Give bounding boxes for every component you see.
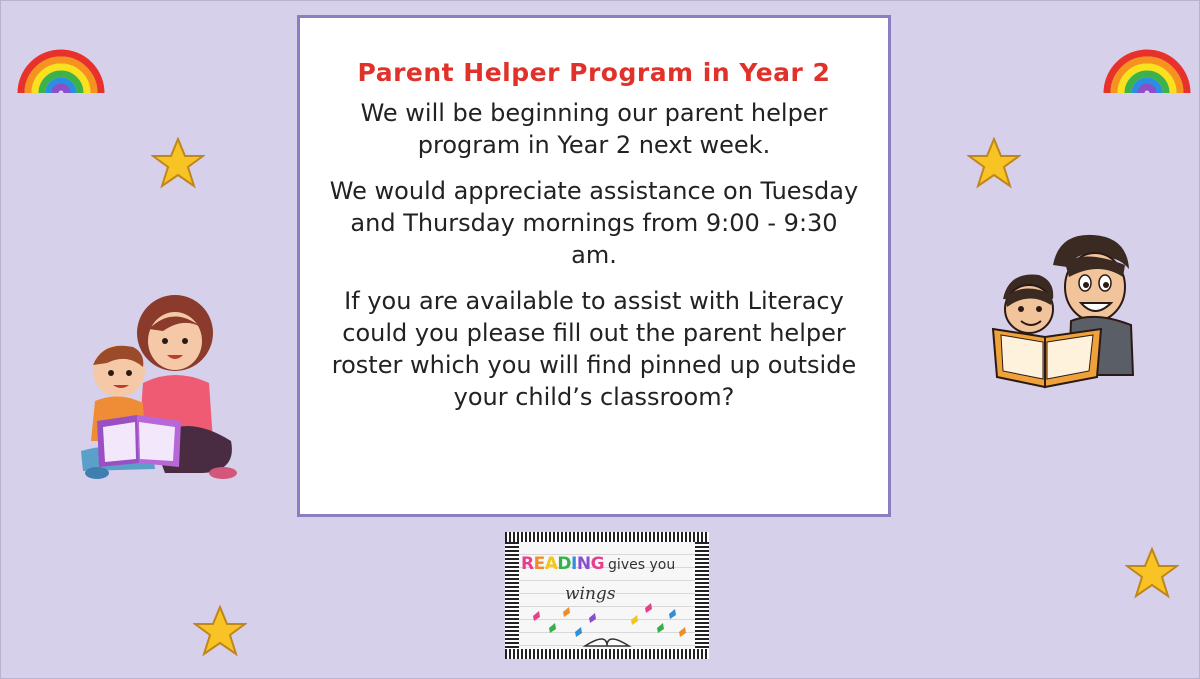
gives-you-text: gives you [608, 557, 676, 573]
mother-child-reading-icon [73, 291, 239, 487]
border-stripe [505, 649, 709, 659]
star-icon [967, 137, 1021, 189]
reading-letter: R [521, 554, 534, 574]
butterflies-icon [519, 598, 695, 650]
reading-letter: I [571, 554, 577, 574]
border-stripe [505, 532, 709, 542]
reading-letter: A [544, 554, 558, 574]
notice-card [297, 15, 891, 517]
rainbow-icon [13, 5, 107, 95]
wings-text: wings [565, 584, 616, 604]
reading-gives-you-wings-image [505, 532, 709, 659]
notice-paragraph-1: We will be beginning our parent helper program in Year 2 next week. [360, 99, 828, 159]
reading-letter: G [590, 554, 605, 574]
border-stripe [505, 542, 519, 649]
reading-word [521, 554, 604, 574]
star-icon [193, 605, 247, 657]
rainbow-icon [1099, 5, 1193, 95]
notice-paragraph-2: We would appreciate assistance on Tuesday and Thursday mornings from 9:00 - 9:30 am. [329, 177, 859, 269]
notice-title: Parent Helper Program in Year 2 [357, 58, 831, 87]
reading-letter: E [533, 554, 545, 574]
reading-letter: D [557, 554, 572, 574]
father-son-reading-icon [989, 225, 1137, 389]
star-icon [1125, 547, 1179, 599]
reading-letter: N [576, 554, 591, 574]
notice-paragraph-3: If you are available to assist with Literacy could you please fill out the parent helper roster which you will find pinned up outside your child’s classroom? [331, 287, 857, 411]
star-icon [151, 137, 205, 189]
